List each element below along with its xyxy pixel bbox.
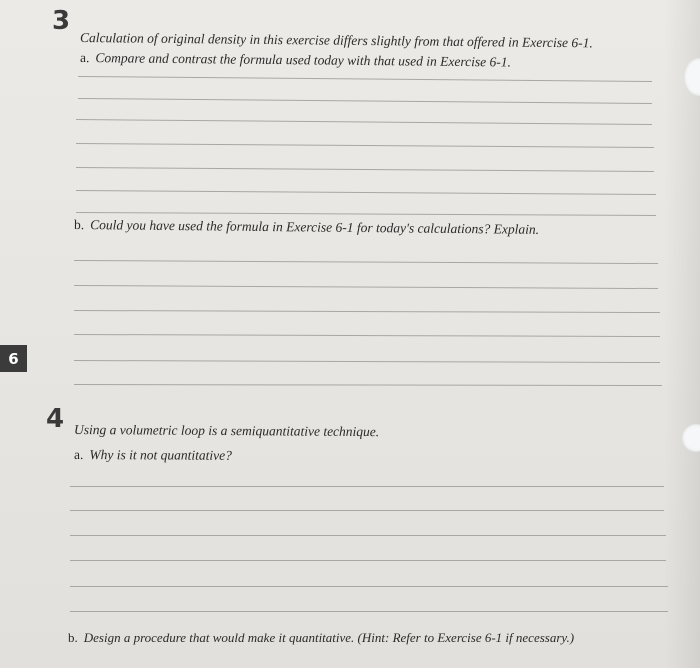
question-3a [80, 50, 511, 71]
answer-line[interactable] [76, 143, 654, 148]
answer-line[interactable] [74, 360, 660, 363]
answer-line[interactable] [76, 119, 652, 125]
question-3-text: Calculation of original density in this exercise differs slightly from that offered in Exercise 6-1. [79, 30, 593, 51]
answer-line[interactable] [70, 560, 666, 561]
question-3-number: 3 [52, 6, 71, 36]
question-3b [74, 217, 539, 238]
answer-line[interactable] [74, 334, 660, 337]
question-4a-label: a. [73, 447, 84, 463]
question-3b-label: b. [73, 217, 85, 233]
answer-line[interactable] [76, 190, 656, 195]
answer-line[interactable] [70, 510, 664, 511]
answer-line[interactable] [70, 586, 668, 587]
question-4a [74, 447, 232, 464]
answer-line[interactable] [78, 98, 652, 104]
question-4a-text: Why is it not quantitative? [89, 447, 232, 463]
answer-line[interactable] [74, 260, 658, 264]
answer-line[interactable] [76, 167, 654, 172]
question-3b-text: Could you have used the formula in Exercise 6-1 for today's calculations? Explain. [90, 217, 540, 237]
question-3a-label: a. [79, 50, 90, 66]
question-3a-text: Compare and contrast the formula used today with that used in Exercise 6-1. [95, 50, 512, 70]
question-4b-text: Design a procedure that would make it quantitative. (Hint: Refer to Exercise 6-1 if necessary.) [83, 630, 575, 645]
answer-line[interactable] [74, 384, 662, 386]
answer-line[interactable] [70, 611, 668, 612]
answer-line[interactable] [70, 486, 664, 487]
page-section-tab: 6 [0, 345, 27, 372]
answer-line[interactable] [74, 310, 660, 313]
page-shadow [664, 0, 700, 668]
question-4b-label: b. [68, 630, 78, 645]
answer-line[interactable] [78, 76, 652, 82]
answer-line[interactable] [76, 212, 656, 216]
question-4b [68, 630, 574, 646]
question-4-text: Using a volumetric loop is a semiquantitative technique. [73, 422, 380, 440]
answer-line[interactable] [74, 285, 658, 289]
answer-line[interactable] [70, 535, 666, 536]
question-4-number: 4 [46, 404, 65, 434]
